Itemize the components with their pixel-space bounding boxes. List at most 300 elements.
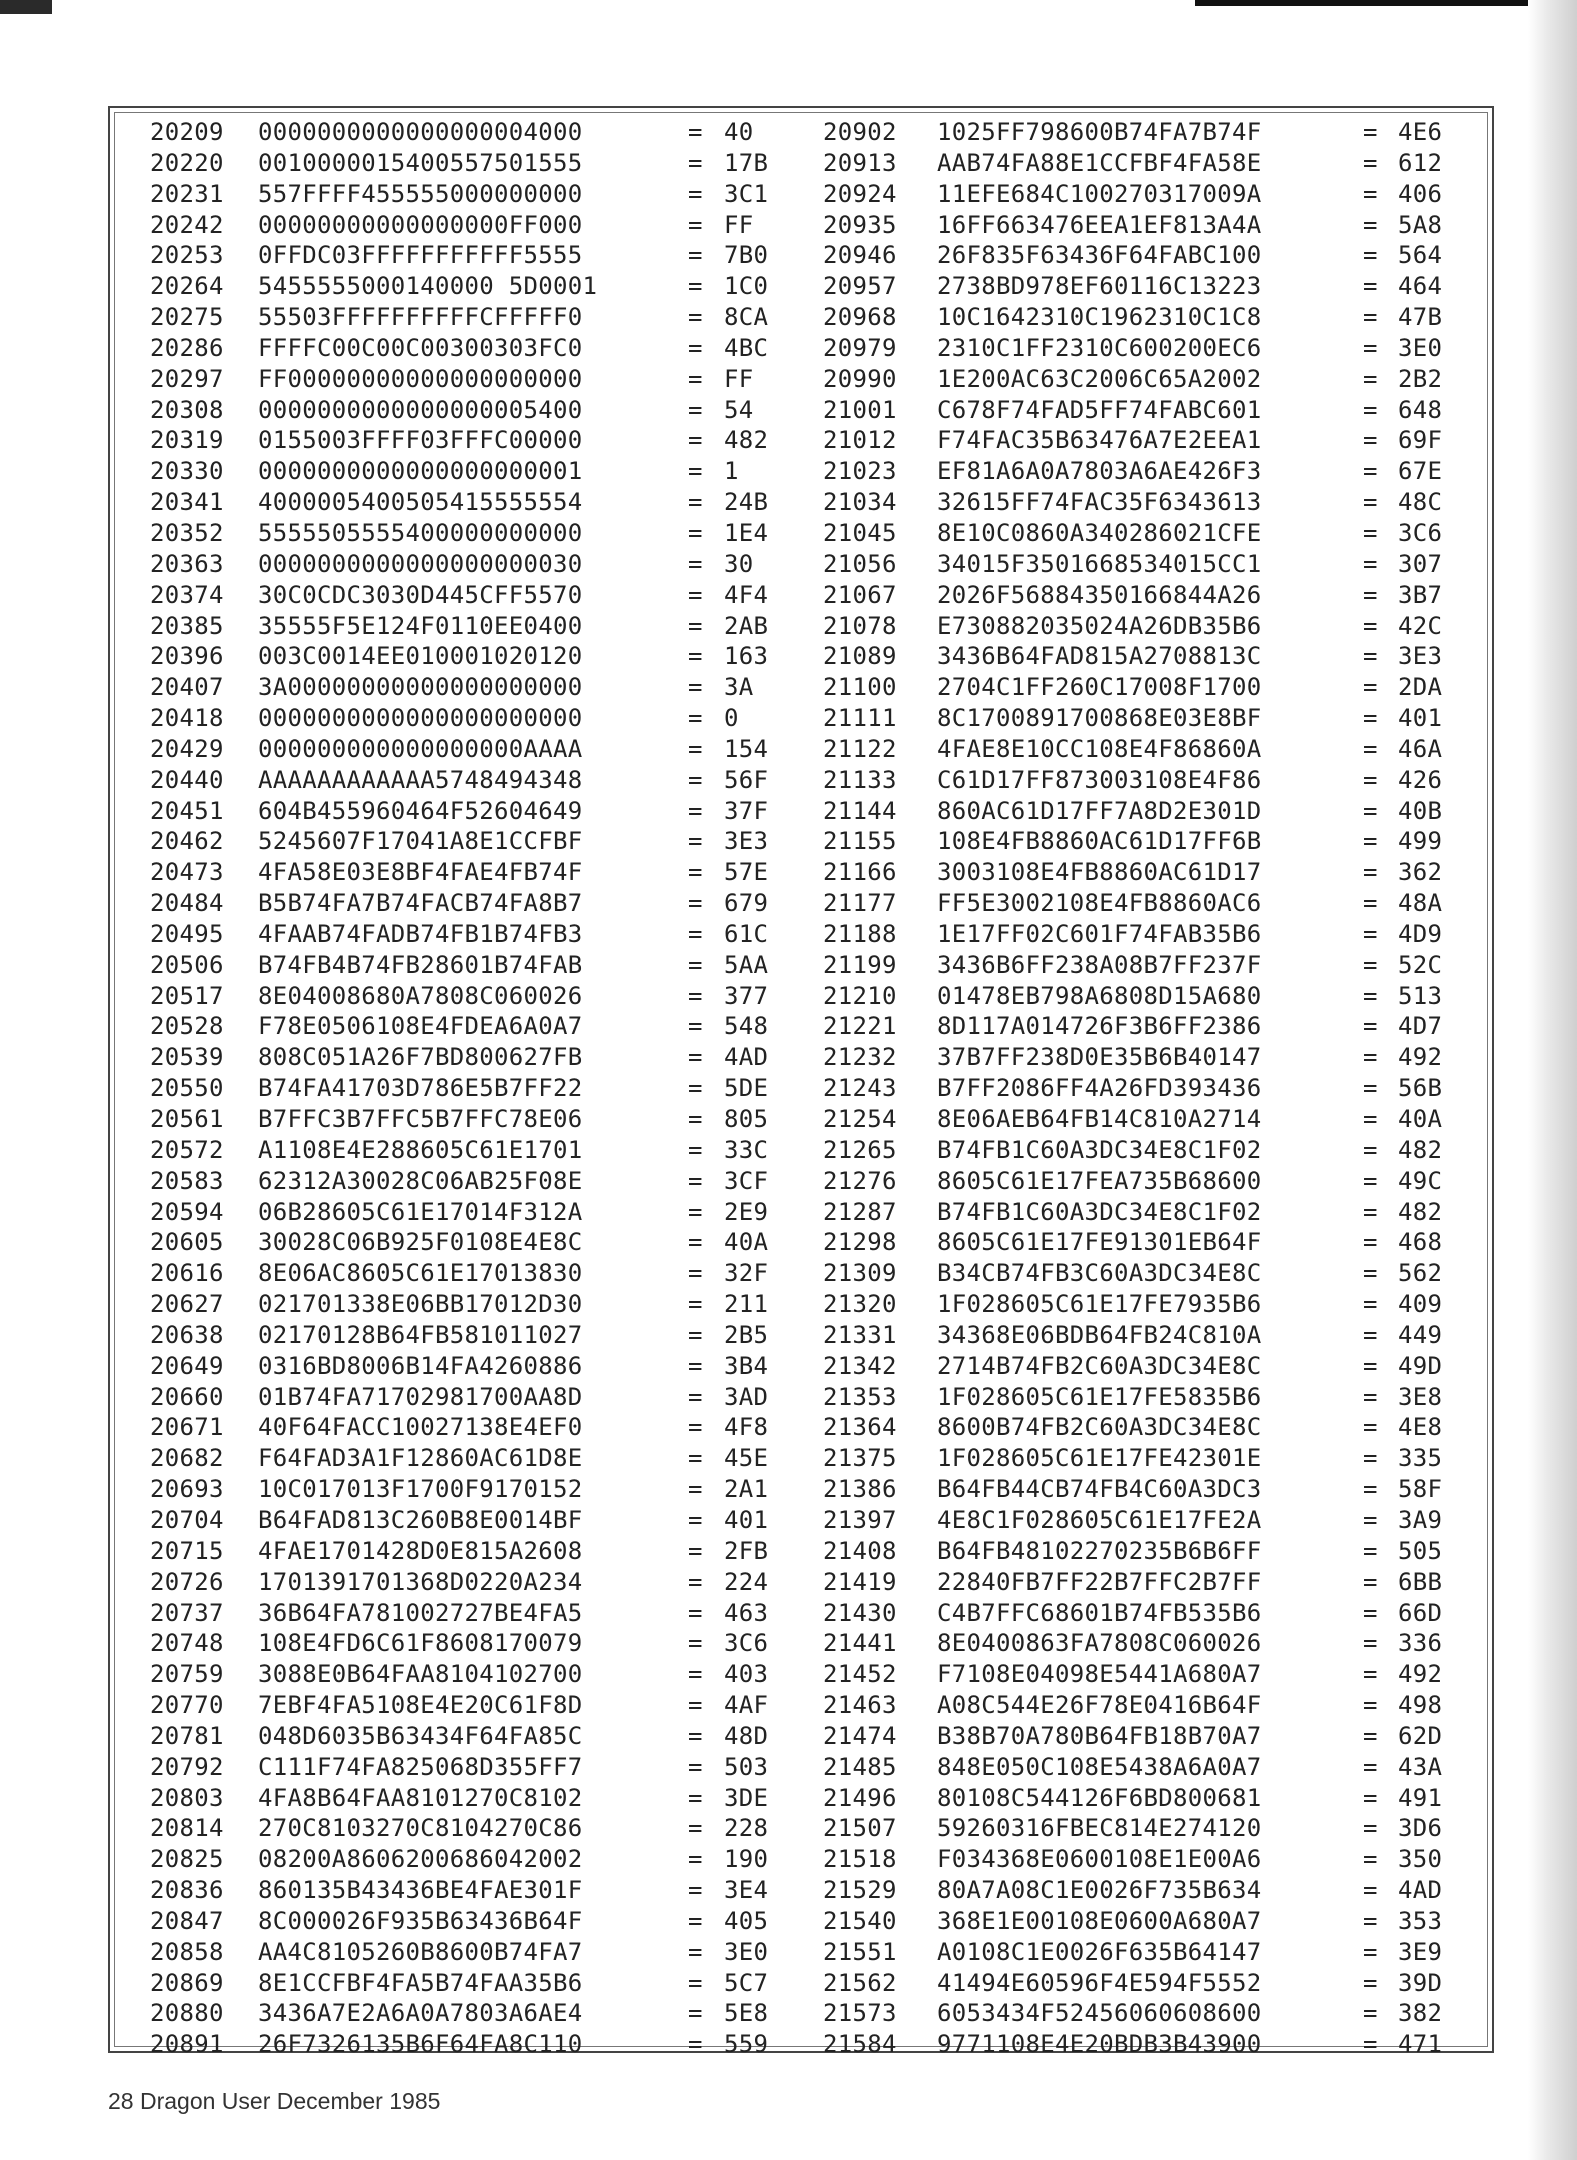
equals-sign: = (1363, 426, 1378, 455)
equals-sign: = (1363, 272, 1378, 301)
hex-data: 5245607F17041A8E1CCFBF (258, 827, 583, 856)
checksum: 2A1 (724, 1475, 769, 1504)
checksum: 499 (1398, 827, 1443, 856)
hex-data: FFFFC00C00C00300303FC0 (258, 333, 583, 362)
checksum: FF (724, 364, 754, 393)
equals-sign: = (688, 673, 703, 702)
equals-sign: = (1363, 1505, 1378, 1534)
hex-data: 0FFDC03FFFFFFFFFFF5555 (258, 241, 583, 270)
checksum: 37F (724, 796, 769, 825)
equals-sign: = (688, 580, 703, 609)
equals-sign: = (688, 1845, 703, 1874)
checksum: 40A (724, 1228, 769, 1257)
equals-sign: = (688, 210, 703, 239)
checksum: 154 (724, 734, 769, 763)
line-number: 21265 (823, 1135, 897, 1164)
hex-data: 8E10C0860A340286021CFE (937, 518, 1262, 547)
checksum: 482 (1398, 1197, 1443, 1226)
equals-sign: = (688, 1413, 703, 1442)
hex-data: 40F64FACC10027138E4EF0 (258, 1413, 583, 1442)
equals-sign: = (1363, 1845, 1378, 1874)
hex-data: 1E200AC63C2006C65A2002 (937, 364, 1262, 393)
equals-sign: = (1363, 611, 1378, 640)
hex-data: 1F028605C61E17FE42301E (937, 1444, 1262, 1473)
equals-sign: = (688, 1906, 703, 1935)
equals-sign: = (1363, 580, 1378, 609)
line-number: 21584 (823, 2030, 897, 2059)
line-number: 20759 (150, 1660, 224, 1689)
equals-sign: = (1363, 1166, 1378, 1195)
checksum: 648 (1398, 395, 1443, 424)
hex-data: 30C0CDC3030D445CFF5570 (258, 580, 583, 609)
line-number: 21452 (823, 1660, 897, 1689)
hex-data: 8C000026F935B63436B64F (258, 1906, 583, 1935)
equals-sign: = (1363, 333, 1378, 362)
hex-data: F78E0506108E4FDEA6A0A7 (258, 1012, 583, 1041)
line-number: 20484 (150, 889, 224, 918)
line-number: 21056 (823, 549, 897, 578)
checksum: 6BB (1398, 1567, 1443, 1596)
hex-data: A0108C1E0026F635B64147 (937, 1937, 1262, 1966)
line-number: 21408 (823, 1536, 897, 1565)
equals-sign: = (688, 704, 703, 733)
hex-data: 808C051A26F7BD800627FB (258, 1043, 583, 1072)
hex-data: 59260316FBEC814E274120 (937, 1814, 1262, 1843)
line-number: 20935 (823, 210, 897, 239)
equals-sign: = (688, 364, 703, 393)
equals-sign: = (1363, 1382, 1378, 1411)
hex-data: 16FF663476EEA1EF813A4A (937, 210, 1262, 239)
equals-sign: = (688, 1166, 703, 1195)
hex-data: 7EBF4FA5108E4E20C61F8D (258, 1691, 583, 1720)
line-number: 20374 (150, 580, 224, 609)
hex-data: 0000000000000000004000 (258, 118, 583, 146)
equals-sign: = (688, 488, 703, 517)
checksum: 4D9 (1398, 919, 1443, 948)
hex-data: 1F028605C61E17FE5835B6 (937, 1382, 1262, 1411)
hex-data: 2738BD978EF60116C13223 (937, 272, 1262, 301)
equals-sign: = (688, 1320, 703, 1349)
line-number: 20594 (150, 1197, 224, 1226)
equals-sign: = (688, 395, 703, 424)
line-number: 21001 (823, 395, 897, 424)
line-number: 20418 (150, 704, 224, 733)
checksum: 42C (1398, 611, 1443, 640)
hex-data: 02170128B64FB581011027 (258, 1320, 583, 1349)
equals-sign: = (688, 858, 703, 887)
hex-data: AAB74FA88E1CCFBF4FA58E (937, 148, 1262, 177)
equals-sign: = (688, 2030, 703, 2059)
hex-data: 4FAAB74FADB74FB1B74FB3 (258, 919, 583, 948)
line-number: 20429 (150, 734, 224, 763)
hex-data: 4FAE1701428D0E815A2608 (258, 1536, 583, 1565)
line-number: 21386 (823, 1475, 897, 1504)
line-number: 21485 (823, 1752, 897, 1781)
hex-data: AA4C8105260B8600B74FA7 (258, 1937, 583, 1966)
line-number: 21551 (823, 1937, 897, 1966)
hex-data: 01B74FA71702981700AA8D (258, 1382, 583, 1411)
equals-sign: = (688, 981, 703, 1010)
checksum: 406 (1398, 179, 1443, 208)
equals-sign: = (1363, 704, 1378, 733)
checksum: 163 (724, 642, 769, 671)
line-number: 21342 (823, 1351, 897, 1380)
equals-sign: = (1363, 518, 1378, 547)
page-footer: 28 Dragon User December 1985 (108, 2088, 441, 2114)
hex-data: 80108C544126F6BD800681 (937, 1783, 1262, 1812)
checksum: 471 (1398, 2030, 1443, 2059)
checksum: 336 (1398, 1629, 1443, 1658)
checksum: 4E6 (1398, 118, 1443, 146)
checksum: 3C1 (724, 179, 769, 208)
line-number: 21353 (823, 1382, 897, 1411)
hex-data: C678F74FAD5FF74FABC601 (937, 395, 1262, 424)
hex-data: 4FA8B64FAA8101270C8102 (258, 1783, 583, 1812)
checksum: 48D (724, 1721, 769, 1750)
equals-sign: = (1363, 981, 1378, 1010)
checksum: 8CA (724, 303, 769, 332)
line-number: 20352 (150, 518, 224, 547)
line-number: 20682 (150, 1444, 224, 1473)
checksum: 5DE (724, 1074, 769, 1103)
line-number: 20572 (150, 1135, 224, 1164)
equals-sign: = (1363, 1876, 1378, 1905)
hex-data: 0155003FFFF03FFFC00000 (258, 426, 583, 455)
hex-data: 4FA58E03E8BF4FAE4FB74F (258, 858, 583, 887)
equals-sign: = (1363, 118, 1378, 146)
hex-data: 3436B6FF238A08B7FF237F (937, 950, 1262, 979)
equals-sign: = (688, 1629, 703, 1658)
equals-sign: = (1363, 950, 1378, 979)
equals-sign: = (1363, 1968, 1378, 1997)
equals-sign: = (1363, 1197, 1378, 1226)
equals-sign: = (1363, 1937, 1378, 1966)
hex-data: 30028C06B925F0108E4E8C (258, 1228, 583, 1257)
line-number: 20473 (150, 858, 224, 887)
hex-data: 55503FFFFFFFFFFCFFFFF0 (258, 303, 583, 332)
line-number: 20495 (150, 919, 224, 948)
checksum: 67E (1398, 457, 1443, 486)
hex-data: 34015F3501668534015CC1 (937, 549, 1262, 578)
checksum: 45E (724, 1444, 769, 1473)
line-number: 20715 (150, 1536, 224, 1565)
equals-sign: = (688, 1228, 703, 1257)
line-number: 21287 (823, 1197, 897, 1226)
hex-data: F74FAC35B63476A7E2EEA1 (937, 426, 1262, 455)
page-edge-shadow (1528, 0, 1577, 2160)
line-number: 20957 (823, 272, 897, 301)
checksum: 40B (1398, 796, 1443, 825)
line-number: 20396 (150, 642, 224, 671)
hex-data: 4FAE8E10CC108E4F86860A (937, 734, 1262, 763)
equals-sign: = (688, 796, 703, 825)
hex-data: 36B64FA781002727BE4FA5 (258, 1598, 583, 1627)
equals-sign: = (1363, 919, 1378, 948)
checksum: 503 (724, 1752, 769, 1781)
line-number: 20671 (150, 1413, 224, 1442)
hex-data: B64FAD813C260B8E0014BF (258, 1505, 583, 1534)
checksum: 1 (724, 457, 739, 486)
hex-data: 848E050C108E5438A6A0A7 (937, 1752, 1262, 1781)
line-number: 20737 (150, 1598, 224, 1627)
line-number: 20693 (150, 1475, 224, 1504)
line-number: 20858 (150, 1937, 224, 1966)
hex-data: 108E4FD6C61F8608170079 (258, 1629, 583, 1658)
line-number: 21529 (823, 1876, 897, 1905)
hex-data: 3A00000000000000000000 (258, 673, 583, 702)
equals-sign: = (1363, 1444, 1378, 1473)
equals-sign: = (1363, 1351, 1378, 1380)
equals-sign: = (688, 1783, 703, 1812)
line-number: 21045 (823, 518, 897, 547)
line-number: 21166 (823, 858, 897, 887)
equals-sign: = (688, 734, 703, 763)
checksum: 0 (724, 704, 739, 733)
equals-sign: = (688, 642, 703, 671)
hex-data: FF00000000000000000000 (258, 364, 583, 393)
checksum: 679 (724, 889, 769, 918)
equals-sign: = (1363, 765, 1378, 794)
equals-sign: = (688, 1135, 703, 1164)
line-number: 21221 (823, 1012, 897, 1041)
equals-sign: = (1363, 1752, 1378, 1781)
equals-sign: = (1363, 148, 1378, 177)
checksum: 40A (1398, 1105, 1443, 1133)
equals-sign: = (688, 889, 703, 918)
line-number: 20660 (150, 1382, 224, 1411)
checksum: 405 (724, 1906, 769, 1935)
line-number: 21320 (823, 1290, 897, 1319)
equals-sign: = (688, 1968, 703, 1997)
checksum: 4AD (724, 1043, 769, 1072)
hex-data: E730882035024A26DB35B6 (937, 611, 1262, 640)
checksum: 505 (1398, 1536, 1443, 1565)
hex-data: B38B70A780B64FB18B70A7 (937, 1721, 1262, 1750)
hex-data: 06B28605C61E17014F312A (258, 1197, 583, 1226)
line-number: 21210 (823, 981, 897, 1010)
line-number: 21243 (823, 1074, 897, 1103)
hex-data: 41494E60596F4E594F5552 (937, 1968, 1262, 1997)
line-number: 21298 (823, 1228, 897, 1257)
hex-data: A08C544E26F78E0416B64F (937, 1691, 1262, 1720)
checksum: 409 (1398, 1290, 1443, 1319)
checksum: 612 (1398, 148, 1443, 177)
line-number: 20792 (150, 1752, 224, 1781)
line-number: 20341 (150, 488, 224, 517)
line-number: 20253 (150, 241, 224, 270)
line-number: 20836 (150, 1876, 224, 1905)
equals-sign: = (1363, 1012, 1378, 1041)
equals-sign: = (688, 1351, 703, 1380)
equals-sign: = (1363, 1598, 1378, 1627)
hex-data: 8E1CCFBF4FA5B74FAA35B6 (258, 1968, 583, 1997)
line-number: 20506 (150, 950, 224, 979)
hex-data: 0010000015400557501555 (258, 148, 583, 177)
line-number: 21441 (823, 1629, 897, 1658)
line-number: 21232 (823, 1043, 897, 1072)
hex-data: 26F7326135B6F64FA8C110 (258, 2030, 583, 2059)
checksum: 513 (1398, 981, 1443, 1010)
line-number: 20781 (150, 1721, 224, 1750)
equals-sign: = (688, 1660, 703, 1689)
checksum: 4AD (1398, 1876, 1443, 1905)
checksum: 492 (1398, 1043, 1443, 1072)
line-number: 20407 (150, 673, 224, 702)
checksum: 307 (1398, 549, 1443, 578)
checksum: 4AF (724, 1691, 769, 1720)
line-number: 21089 (823, 642, 897, 671)
line-number: 20616 (150, 1259, 224, 1288)
equals-sign: = (688, 611, 703, 640)
checksum: 4F4 (724, 580, 769, 609)
line-number: 21111 (823, 704, 897, 733)
hex-data: B74FB1C60A3DC34E8C1F02 (937, 1135, 1262, 1164)
hex-data: B64FB48102270235B6B6FF (937, 1536, 1262, 1565)
line-number: 20385 (150, 611, 224, 640)
line-number: 21177 (823, 889, 897, 918)
checksum: 5A8 (1398, 210, 1443, 239)
line-number: 20308 (150, 395, 224, 424)
equals-sign: = (1363, 1536, 1378, 1565)
checksum: 69F (1398, 426, 1443, 455)
checksum: 228 (724, 1814, 769, 1843)
equals-sign: = (688, 303, 703, 332)
hex-data: 8C1700891700868E03E8BF (937, 704, 1262, 733)
checksum: 17B (724, 148, 769, 177)
hex-data: 3436A7E2A6A0A7803A6AE4 (258, 1999, 583, 2028)
line-number: 21034 (823, 488, 897, 517)
checksum: 190 (724, 1845, 769, 1874)
checksum: 401 (1398, 704, 1443, 733)
hex-data: C111F74FA825068D355FF7 (258, 1752, 583, 1781)
checksum: 492 (1398, 1660, 1443, 1689)
checksum: 491 (1398, 1783, 1443, 1812)
line-number: 20561 (150, 1105, 224, 1133)
hex-data: 604B455960464F52604649 (258, 796, 583, 825)
checksum: 30 (724, 549, 754, 578)
equals-sign: = (1363, 395, 1378, 424)
checksum: FF (724, 210, 754, 239)
checksum: 449 (1398, 1320, 1443, 1349)
line-number: 20704 (150, 1505, 224, 1534)
equals-sign: = (1363, 1475, 1378, 1504)
equals-sign: = (688, 1012, 703, 1041)
checksum: 2FB (724, 1536, 769, 1565)
line-number: 21463 (823, 1691, 897, 1720)
equals-sign: = (1363, 1660, 1378, 1689)
hex-data: B64FB44CB74FB4C60A3DC3 (937, 1475, 1262, 1504)
line-number: 21276 (823, 1166, 897, 1195)
line-number: 21067 (823, 580, 897, 609)
hex-data: 00000000000000000FF000 (258, 210, 583, 239)
equals-sign: = (1363, 1691, 1378, 1720)
equals-sign: = (1363, 303, 1378, 332)
equals-sign: = (688, 1074, 703, 1103)
equals-sign: = (688, 1999, 703, 2028)
checksum: 61C (724, 919, 769, 948)
equals-sign: = (1363, 488, 1378, 517)
checksum: 3AD (724, 1382, 769, 1411)
checksum: 2E9 (724, 1197, 769, 1226)
hex-data: 8E0400863FA7808C060026 (937, 1629, 1262, 1658)
equals-sign: = (1363, 1567, 1378, 1596)
line-number: 20319 (150, 426, 224, 455)
hex-data: 1701391701368D0220A234 (258, 1567, 583, 1596)
line-number: 20847 (150, 1906, 224, 1935)
checksum: 49C (1398, 1166, 1443, 1195)
line-number: 20286 (150, 333, 224, 362)
line-number: 20231 (150, 179, 224, 208)
line-number: 20880 (150, 1999, 224, 2028)
checksum: 54 (724, 395, 754, 424)
checksum: 46A (1398, 734, 1443, 763)
hex-data: F034368E0600108E1E00A6 (937, 1845, 1262, 1874)
line-number: 20583 (150, 1166, 224, 1195)
equals-sign: = (688, 1043, 703, 1072)
line-number: 21023 (823, 457, 897, 486)
hex-data: 8E06AEB64FB14C810A2714 (937, 1105, 1262, 1133)
equals-sign: = (1363, 1135, 1378, 1164)
hex-data: 108E4FB8860AC61D17FF6B (937, 827, 1262, 856)
line-number: 20748 (150, 1629, 224, 1658)
hex-data: B7FFC3B7FFC5B7FFC78E06 (258, 1105, 583, 1133)
hex-data: 2704C1FF260C17008F1700 (937, 673, 1262, 702)
checksum: 211 (724, 1290, 769, 1319)
checksum: 5E8 (724, 1999, 769, 2028)
checksum: 353 (1398, 1906, 1443, 1935)
hex-data: B74FA41703D786E5B7FF22 (258, 1074, 583, 1103)
equals-sign: = (688, 1259, 703, 1288)
checksum: 350 (1398, 1845, 1443, 1874)
hex-data: 0000000000000000000001 (258, 457, 583, 486)
checksum: 562 (1398, 1259, 1443, 1288)
line-number: 20550 (150, 1074, 224, 1103)
line-number: 21309 (823, 1259, 897, 1288)
hex-data: 80A7A08C1E0026F735B634 (937, 1876, 1262, 1905)
checksum: 57E (724, 858, 769, 887)
line-number: 21507 (823, 1814, 897, 1843)
hex-data: 0000000000000000000000 (258, 704, 583, 733)
equals-sign: = (688, 1567, 703, 1596)
line-number: 21122 (823, 734, 897, 763)
hex-data: 08200A8606200686042002 (258, 1845, 583, 1874)
equals-sign: = (688, 272, 703, 301)
equals-sign: = (688, 1290, 703, 1319)
line-number: 20242 (150, 210, 224, 239)
line-number: 20638 (150, 1320, 224, 1349)
equals-sign: = (1363, 1228, 1378, 1257)
equals-sign: = (1363, 1290, 1378, 1319)
hex-data: 860135B43436BE4FAE301F (258, 1876, 583, 1905)
equals-sign: = (688, 1876, 703, 1905)
hex-data: 3088E0B64FAA8104102700 (258, 1660, 583, 1689)
equals-sign: = (688, 1382, 703, 1411)
line-number: 20913 (823, 148, 897, 177)
checksum: 3E4 (724, 1876, 769, 1905)
equals-sign: = (688, 1105, 703, 1133)
line-number: 20605 (150, 1228, 224, 1257)
line-number: 20264 (150, 272, 224, 301)
equals-sign: = (688, 1444, 703, 1473)
equals-sign: = (688, 1752, 703, 1781)
checksum: 24B (724, 488, 769, 517)
equals-sign: = (1363, 796, 1378, 825)
checksum: 463 (724, 1598, 769, 1627)
checksum: 3E0 (1398, 333, 1443, 362)
hex-data: 3436B64FAD815A2708813C (937, 642, 1262, 671)
line-number: 21155 (823, 827, 897, 856)
hex-data: 34368E06BDB64FB24C810A (937, 1320, 1262, 1349)
